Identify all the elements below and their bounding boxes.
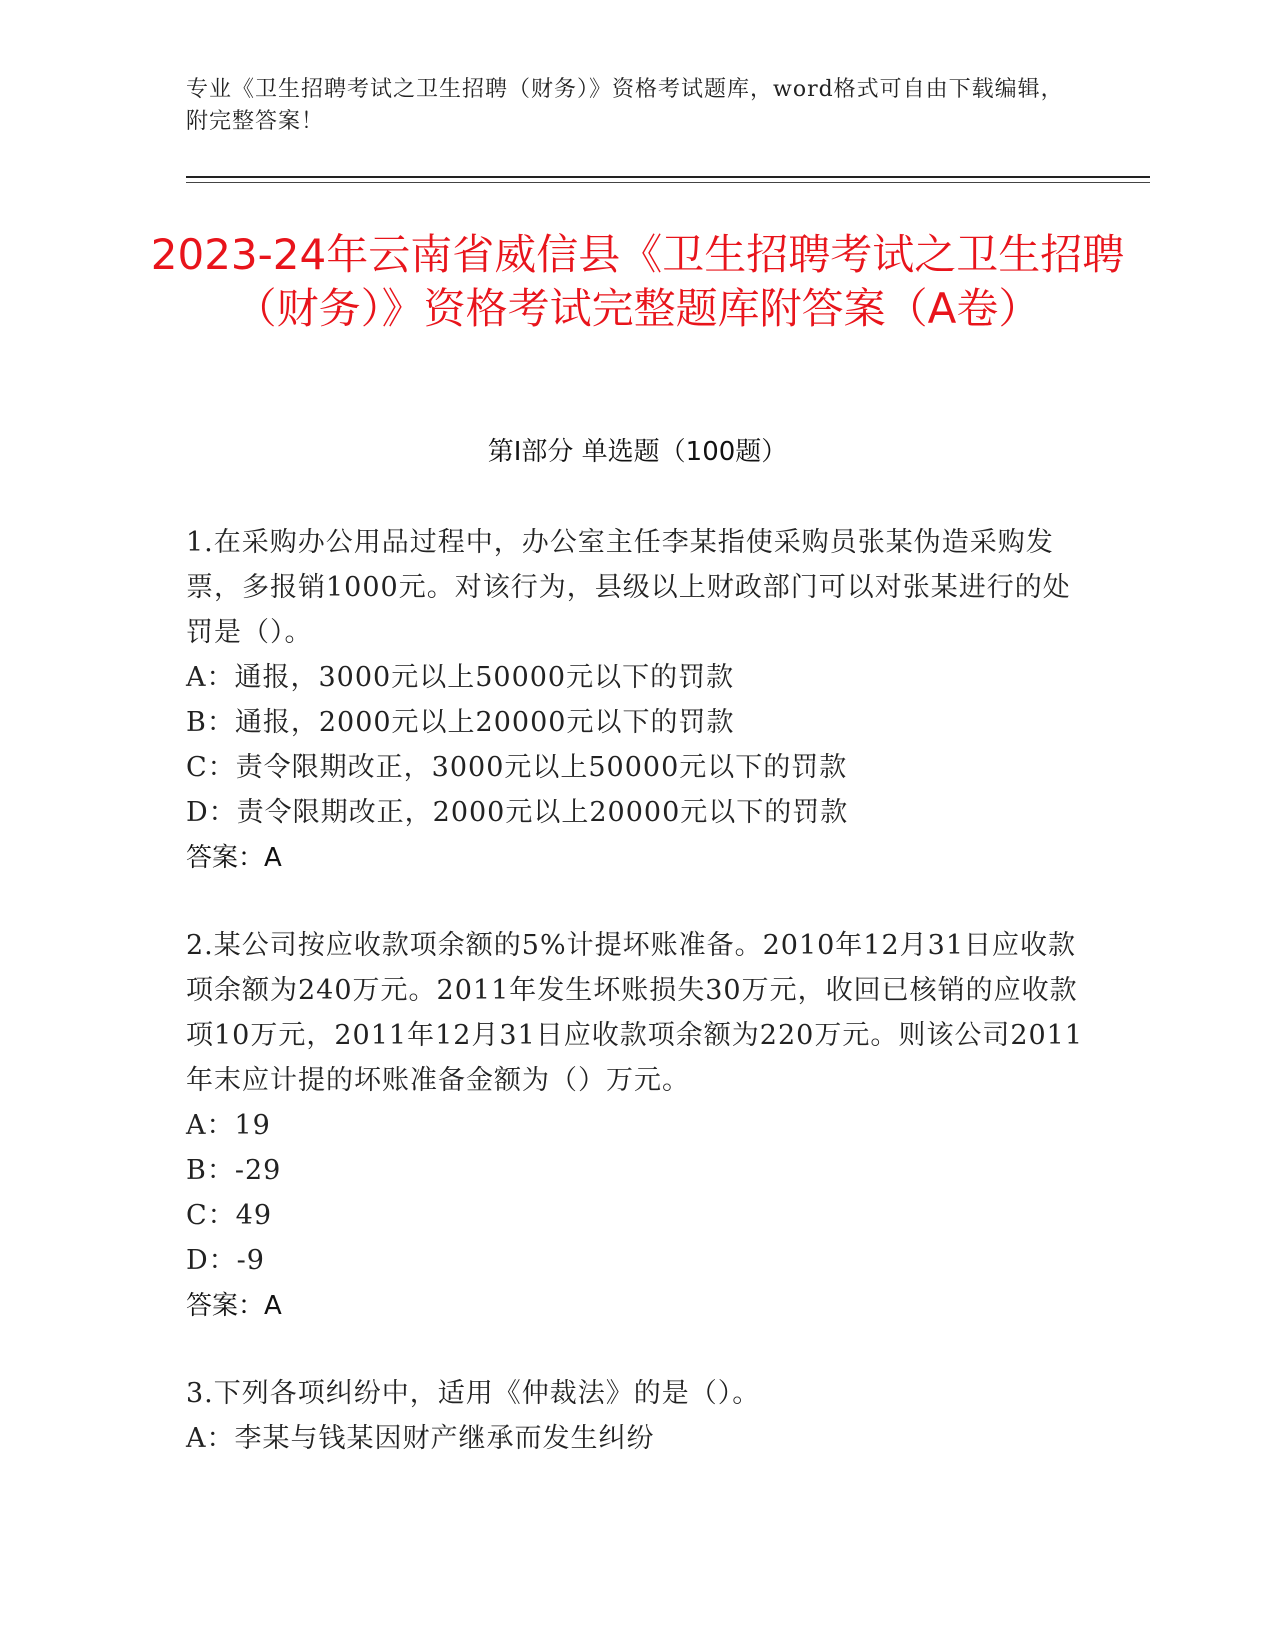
option-c: C：责令限期改正，3000元以上50000元以下的罚款: [186, 752, 848, 783]
answer-line: 答案：A: [186, 843, 282, 873]
section-title: 第Ⅰ部分 单选题（100题）: [487, 437, 788, 467]
answer-line: 答案：A: [186, 1291, 282, 1321]
option-d: D：责令限期改正，2000元以上20000元以下的罚款: [186, 797, 849, 828]
option-d: D：-9: [186, 1245, 265, 1276]
question-stem: 2.某公司按应收款项余额的5%计提坏账准备。2010年12月31日应收款项余额为240万元。2011年发生坏账损失30万元，收回已核销的应收款项10万元，2011年12月31日应收款项余额为220万元。则该公司2011年末应计提的坏账准备金额为（）万元。: [186, 930, 1084, 1096]
question-3: [186, 1371, 1086, 1461]
question-2: [186, 923, 1086, 1329]
option-a: A：19: [186, 1110, 271, 1141]
document-title: 2023-24年云南省威信县《卫生招聘考试之卫生招聘（财务）》资格考试完整题库附答案（A卷）: [150, 230, 1125, 333]
question-stem: 1.在采购办公用品过程中，办公室主任李某指使采购员张某伪造采购发票，多报销1000元。对该行为，县级以上财政部门可以对张某进行的处罚是（）。: [186, 527, 1071, 648]
option-a: A：通报，3000元以上50000元以下的罚款: [186, 662, 735, 693]
option-b: B：-29: [186, 1155, 282, 1186]
question-1: [186, 520, 1086, 881]
option-c: C：49: [186, 1200, 273, 1231]
question-list: [186, 520, 1086, 1503]
option-b: B：通报，2000元以上20000元以下的罚款: [186, 707, 735, 738]
question-stem: 3.下列各项纠纷中，适用《仲裁法》的是（）。: [186, 1378, 761, 1409]
option-a: A：李某与钱某因财产继承而发生纠纷: [186, 1423, 655, 1454]
header-note: 专业《卫生招聘考试之卫生招聘（财务）》资格考试题库，word格式可自由下载编辑，附完整答案！: [186, 77, 1064, 134]
header-divider-thick: [186, 176, 1150, 178]
header-divider-thin: [186, 182, 1150, 183]
